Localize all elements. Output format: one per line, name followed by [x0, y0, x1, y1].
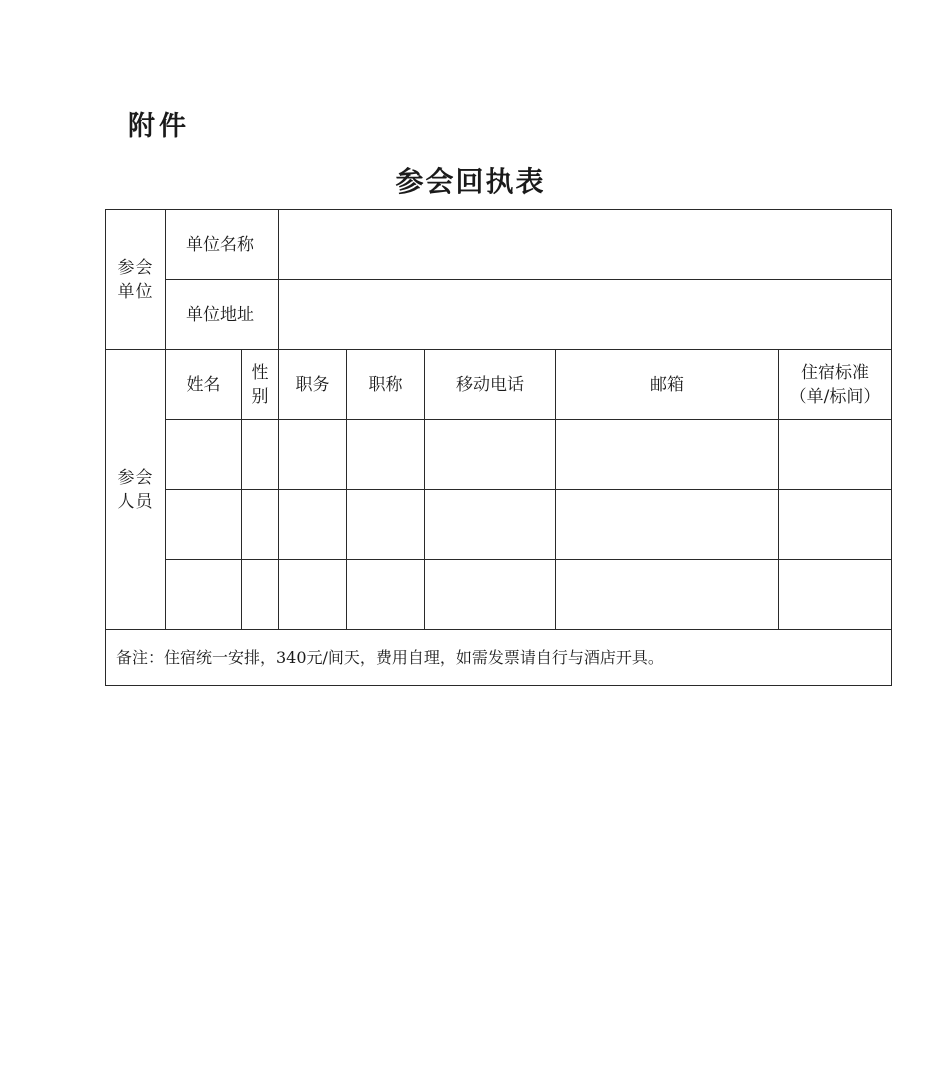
unit-section-label [106, 210, 166, 350]
cell-gender[interactable] [242, 420, 279, 490]
unit-section-label-text: 参会 单位 [117, 257, 154, 302]
table-row [106, 490, 892, 560]
unit-name-field[interactable] [279, 210, 892, 280]
cell-name[interactable] [166, 560, 242, 630]
column-header-name: 姓名 [166, 350, 242, 420]
cell-name[interactable] [166, 490, 242, 560]
cell-email[interactable] [556, 490, 779, 560]
cell-position[interactable] [279, 420, 347, 490]
registration-form-table [105, 209, 892, 686]
table-row [106, 560, 892, 630]
cell-position[interactable] [279, 560, 347, 630]
column-header-email: 邮箱 [556, 350, 779, 420]
unit-name-label: 单位名称 [166, 210, 279, 280]
cell-lodging[interactable] [779, 490, 892, 560]
cell-mobile[interactable] [425, 420, 556, 490]
column-header-lodging: 住宿标准 （单/标间） [779, 350, 892, 420]
unit-address-label: 单位地址 [166, 280, 279, 350]
cell-gender[interactable] [242, 490, 279, 560]
cell-title[interactable] [347, 420, 425, 490]
page-title: 参会回执表 [395, 165, 546, 198]
people-section-label [106, 350, 166, 630]
cell-mobile[interactable] [425, 490, 556, 560]
cell-email[interactable] [556, 420, 779, 490]
cell-lodging[interactable] [779, 560, 892, 630]
table-row [106, 420, 892, 490]
cell-name[interactable] [166, 420, 242, 490]
attachment-label: 附件 [128, 111, 190, 142]
column-header-title: 职称 [347, 350, 425, 420]
column-header-position: 职务 [279, 350, 347, 420]
people-section-label-text: 参会 人员 [117, 467, 154, 512]
cell-lodging[interactable] [779, 420, 892, 490]
cell-title[interactable] [347, 490, 425, 560]
remarks-note: 备注：住宿统一安排，340元/间天，费用自理，如需发票请自行与酒店开具。 [106, 630, 892, 686]
cell-gender[interactable] [242, 560, 279, 630]
cell-position[interactable] [279, 490, 347, 560]
column-header-mobile: 移动电话 [425, 350, 556, 420]
cell-mobile[interactable] [425, 560, 556, 630]
cell-email[interactable] [556, 560, 779, 630]
unit-address-field[interactable] [279, 280, 892, 350]
column-header-gender: 性 别 [242, 350, 279, 420]
cell-title[interactable] [347, 560, 425, 630]
